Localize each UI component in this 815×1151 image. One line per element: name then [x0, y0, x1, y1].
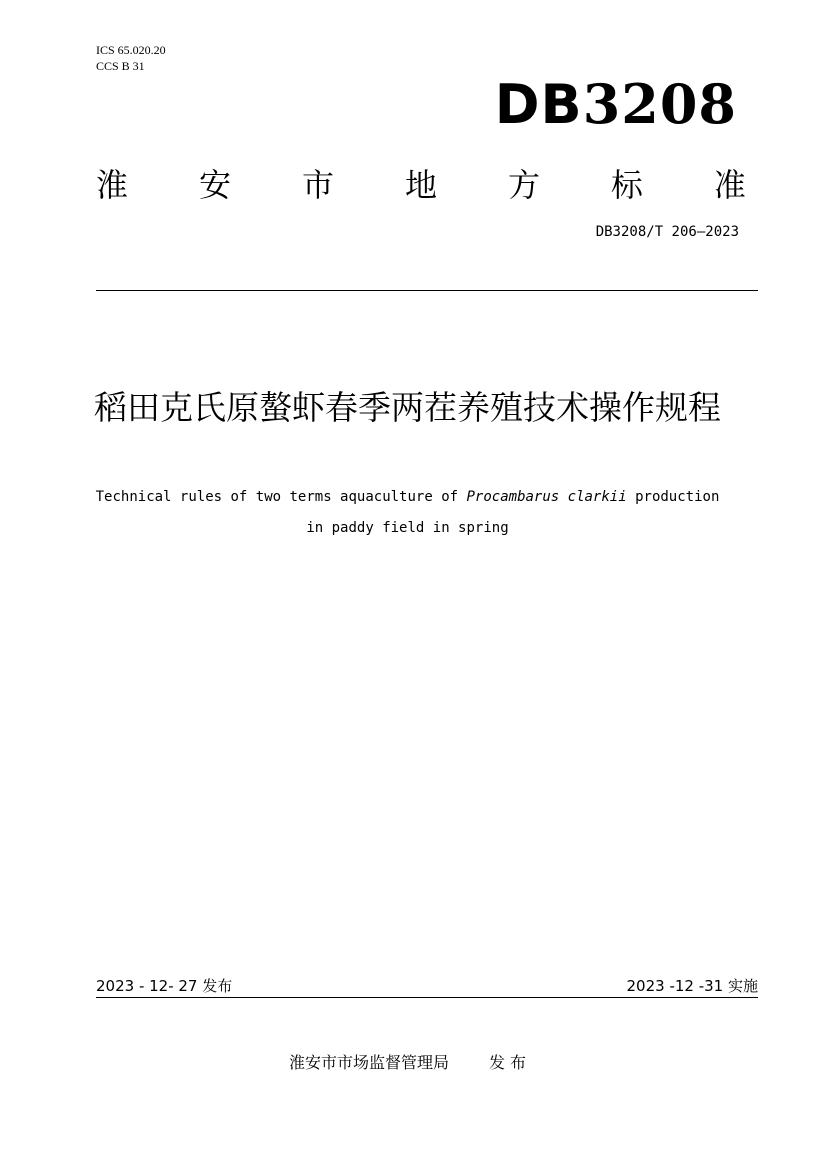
- db-logo-letters: DB: [494, 73, 583, 136]
- issuer: [0, 1050, 815, 1073]
- standard-type: [96, 160, 746, 206]
- issuer-name: 淮安市市场监督管理局: [288, 1053, 449, 1072]
- standard-type-char: 准: [713, 166, 746, 204]
- ics-code: ICS 65.020.20: [96, 43, 166, 57]
- implement-date: 2023 -12 -31 实施: [626, 977, 758, 995]
- publish-date: 2023 - 12- 27 发布: [96, 977, 233, 995]
- standard-type-char: 淮: [96, 166, 129, 204]
- chinese-title: 稻田克氏原螯虾春季两茬养殖技术操作规程: [94, 388, 721, 427]
- standard-type-char: 地: [404, 166, 437, 204]
- classification-codes: [96, 42, 166, 74]
- standard-type-char: 市: [301, 166, 334, 204]
- species-name: Procambarus clarkii: [466, 489, 627, 505]
- db-logo: [495, 72, 737, 136]
- date-row: [96, 975, 758, 998]
- db-logo-code: 3208: [582, 72, 737, 136]
- issuer-action: 发 布: [488, 1053, 527, 1072]
- standard-type-char: 方: [507, 166, 540, 204]
- standard-number: DB3208/T 206—2023: [595, 224, 739, 240]
- english-title-line-2: in paddy field in spring: [306, 520, 509, 536]
- english-title-line-1: Technical rules of two terms aquaculture of Procambarus clarkii production: [95, 489, 720, 505]
- standard-type-char: 标: [610, 166, 643, 204]
- ccs-code: CCS B 31: [96, 59, 145, 73]
- english-title: [0, 482, 815, 544]
- header-divider: [96, 290, 758, 291]
- standard-type-char: 安: [198, 166, 231, 204]
